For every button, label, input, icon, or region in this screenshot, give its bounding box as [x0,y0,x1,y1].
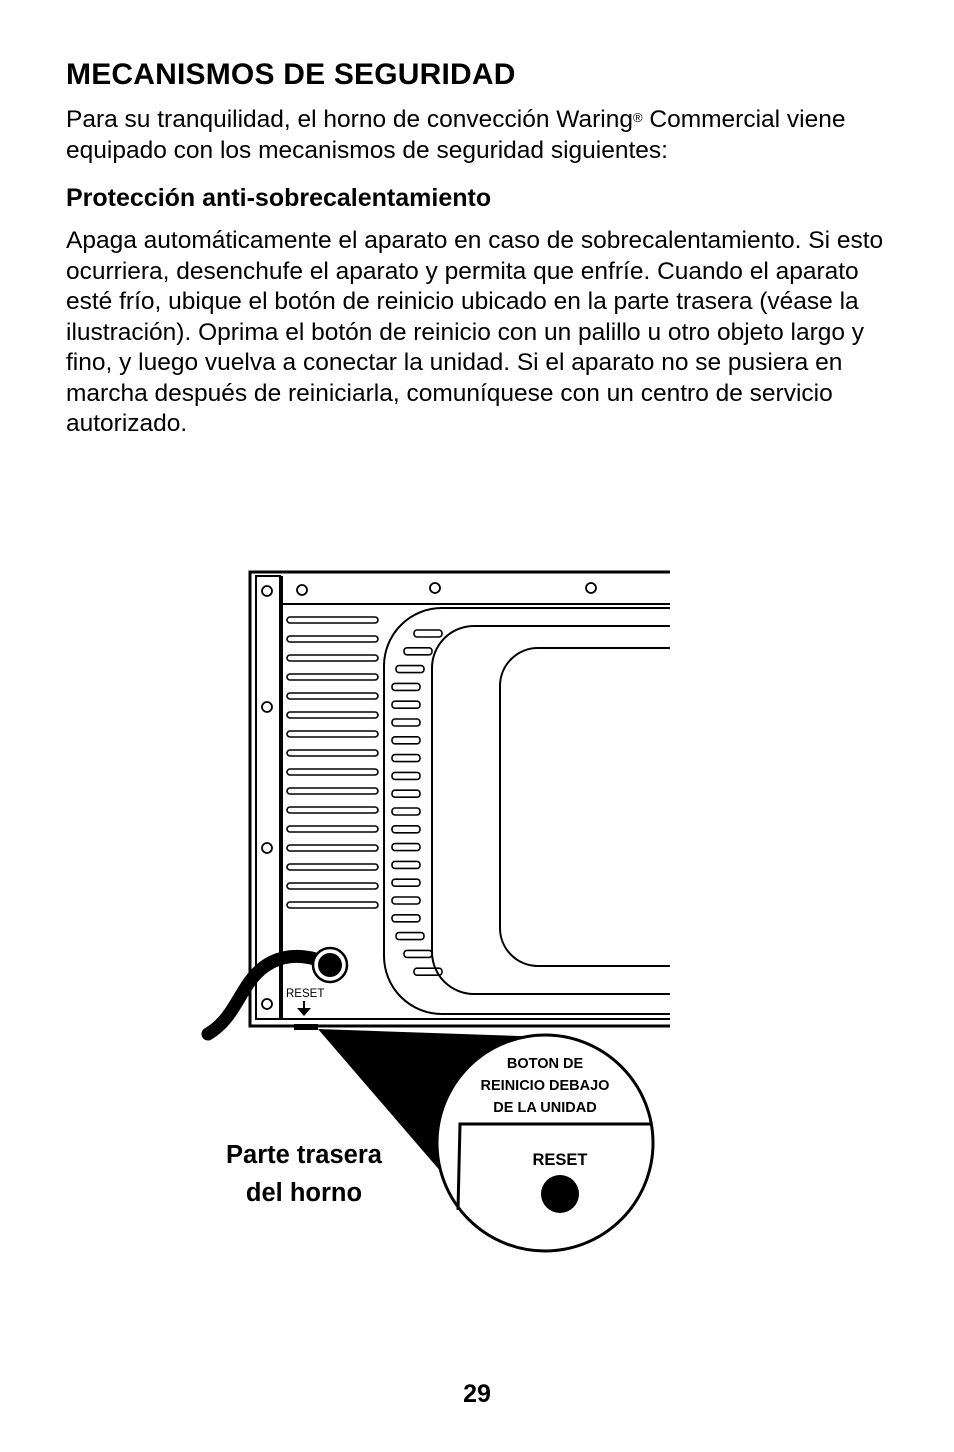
vent-slot [287,845,378,851]
vent-slot [287,617,378,623]
power-cord [208,948,347,1034]
vent-slot [392,772,420,779]
vent-slot [392,755,420,762]
vent-slot [396,666,424,673]
callout-text-line2: REINICIO DEBAJO [480,1078,610,1094]
down-arrow-icon [297,1001,311,1016]
vent-slot [404,950,432,957]
vent-slot [287,807,378,813]
vent-slot [287,655,378,661]
callout-text-line3: DE LA UNIDAD [493,1100,597,1116]
vent-slot [392,737,420,744]
vent-slot [392,844,420,851]
caption-line-1: Parte trasera [226,1141,382,1169]
subsection-body: Apaga automáticamente el aparato en caso de sobrecalentamiento. Si esto ocurriera, desenchufe el aparato y permita que enfríe. Cuando el aparato esté frío, ubique el botón de reinicio ubicado en la parte trasera (véase la ilustración). Oprima el botón de reinicio con un palillo u otro objeto largo y fino, y luego vuelva a conectar la unidad. Si el aparato no se pusiera en marcha después de reiniciarla, comuníquese con un centro de servicio autorizado. [66,227,884,437]
vent-slot [414,630,442,637]
left-vents [287,617,378,908]
vent-slot [392,683,420,690]
vent-slot [287,693,378,699]
subsection-title: Protección anti-sobrecalentamiento [66,184,492,212]
vent-slot [392,808,420,815]
inner-vents [392,630,442,975]
intro-text-end: Commercial viene equipado con los mecanismos de seguridad siguientes: [66,106,846,164]
reset-button-location [294,1024,318,1030]
vent-slot [392,719,420,726]
vent-slot [287,769,378,775]
vent-slot [392,790,420,797]
vent-slot [287,636,378,642]
page-number: 29 [463,1380,491,1408]
vent-slot [392,879,420,886]
vent-slot [287,750,378,756]
intro-text-start: Para su tranquilidad, el horno de convección Waring [66,106,634,133]
vent-slot [287,712,378,718]
reset-callout [437,1035,653,1251]
figure-caption [204,1136,404,1212]
vent-slot [287,883,378,889]
vent-slot [287,902,378,908]
vent-slot [392,861,420,868]
reset-small-label: RESET [286,988,325,1000]
caption-line-2: del horno [245,1179,363,1207]
callout-reset-label: RESET [532,1151,588,1169]
vent-slot [392,701,420,708]
vent-slot [392,826,420,833]
vent-slot [287,864,378,870]
intro-paragraph [66,104,896,166]
section-title: MECANISMOS DE SEGURIDAD [66,58,516,91]
registered-mark: ® [633,110,643,125]
vent-slot [392,915,420,922]
vent-slot [287,731,378,737]
vent-slot [396,933,424,940]
vent-slot [287,788,378,794]
vent-slot [392,897,420,904]
vent-slot [287,826,378,832]
reset-button-icon [541,1175,579,1213]
callout-text-line1: BOTON DE [506,1056,584,1072]
vent-slot [404,648,432,655]
vent-slot [287,674,378,680]
